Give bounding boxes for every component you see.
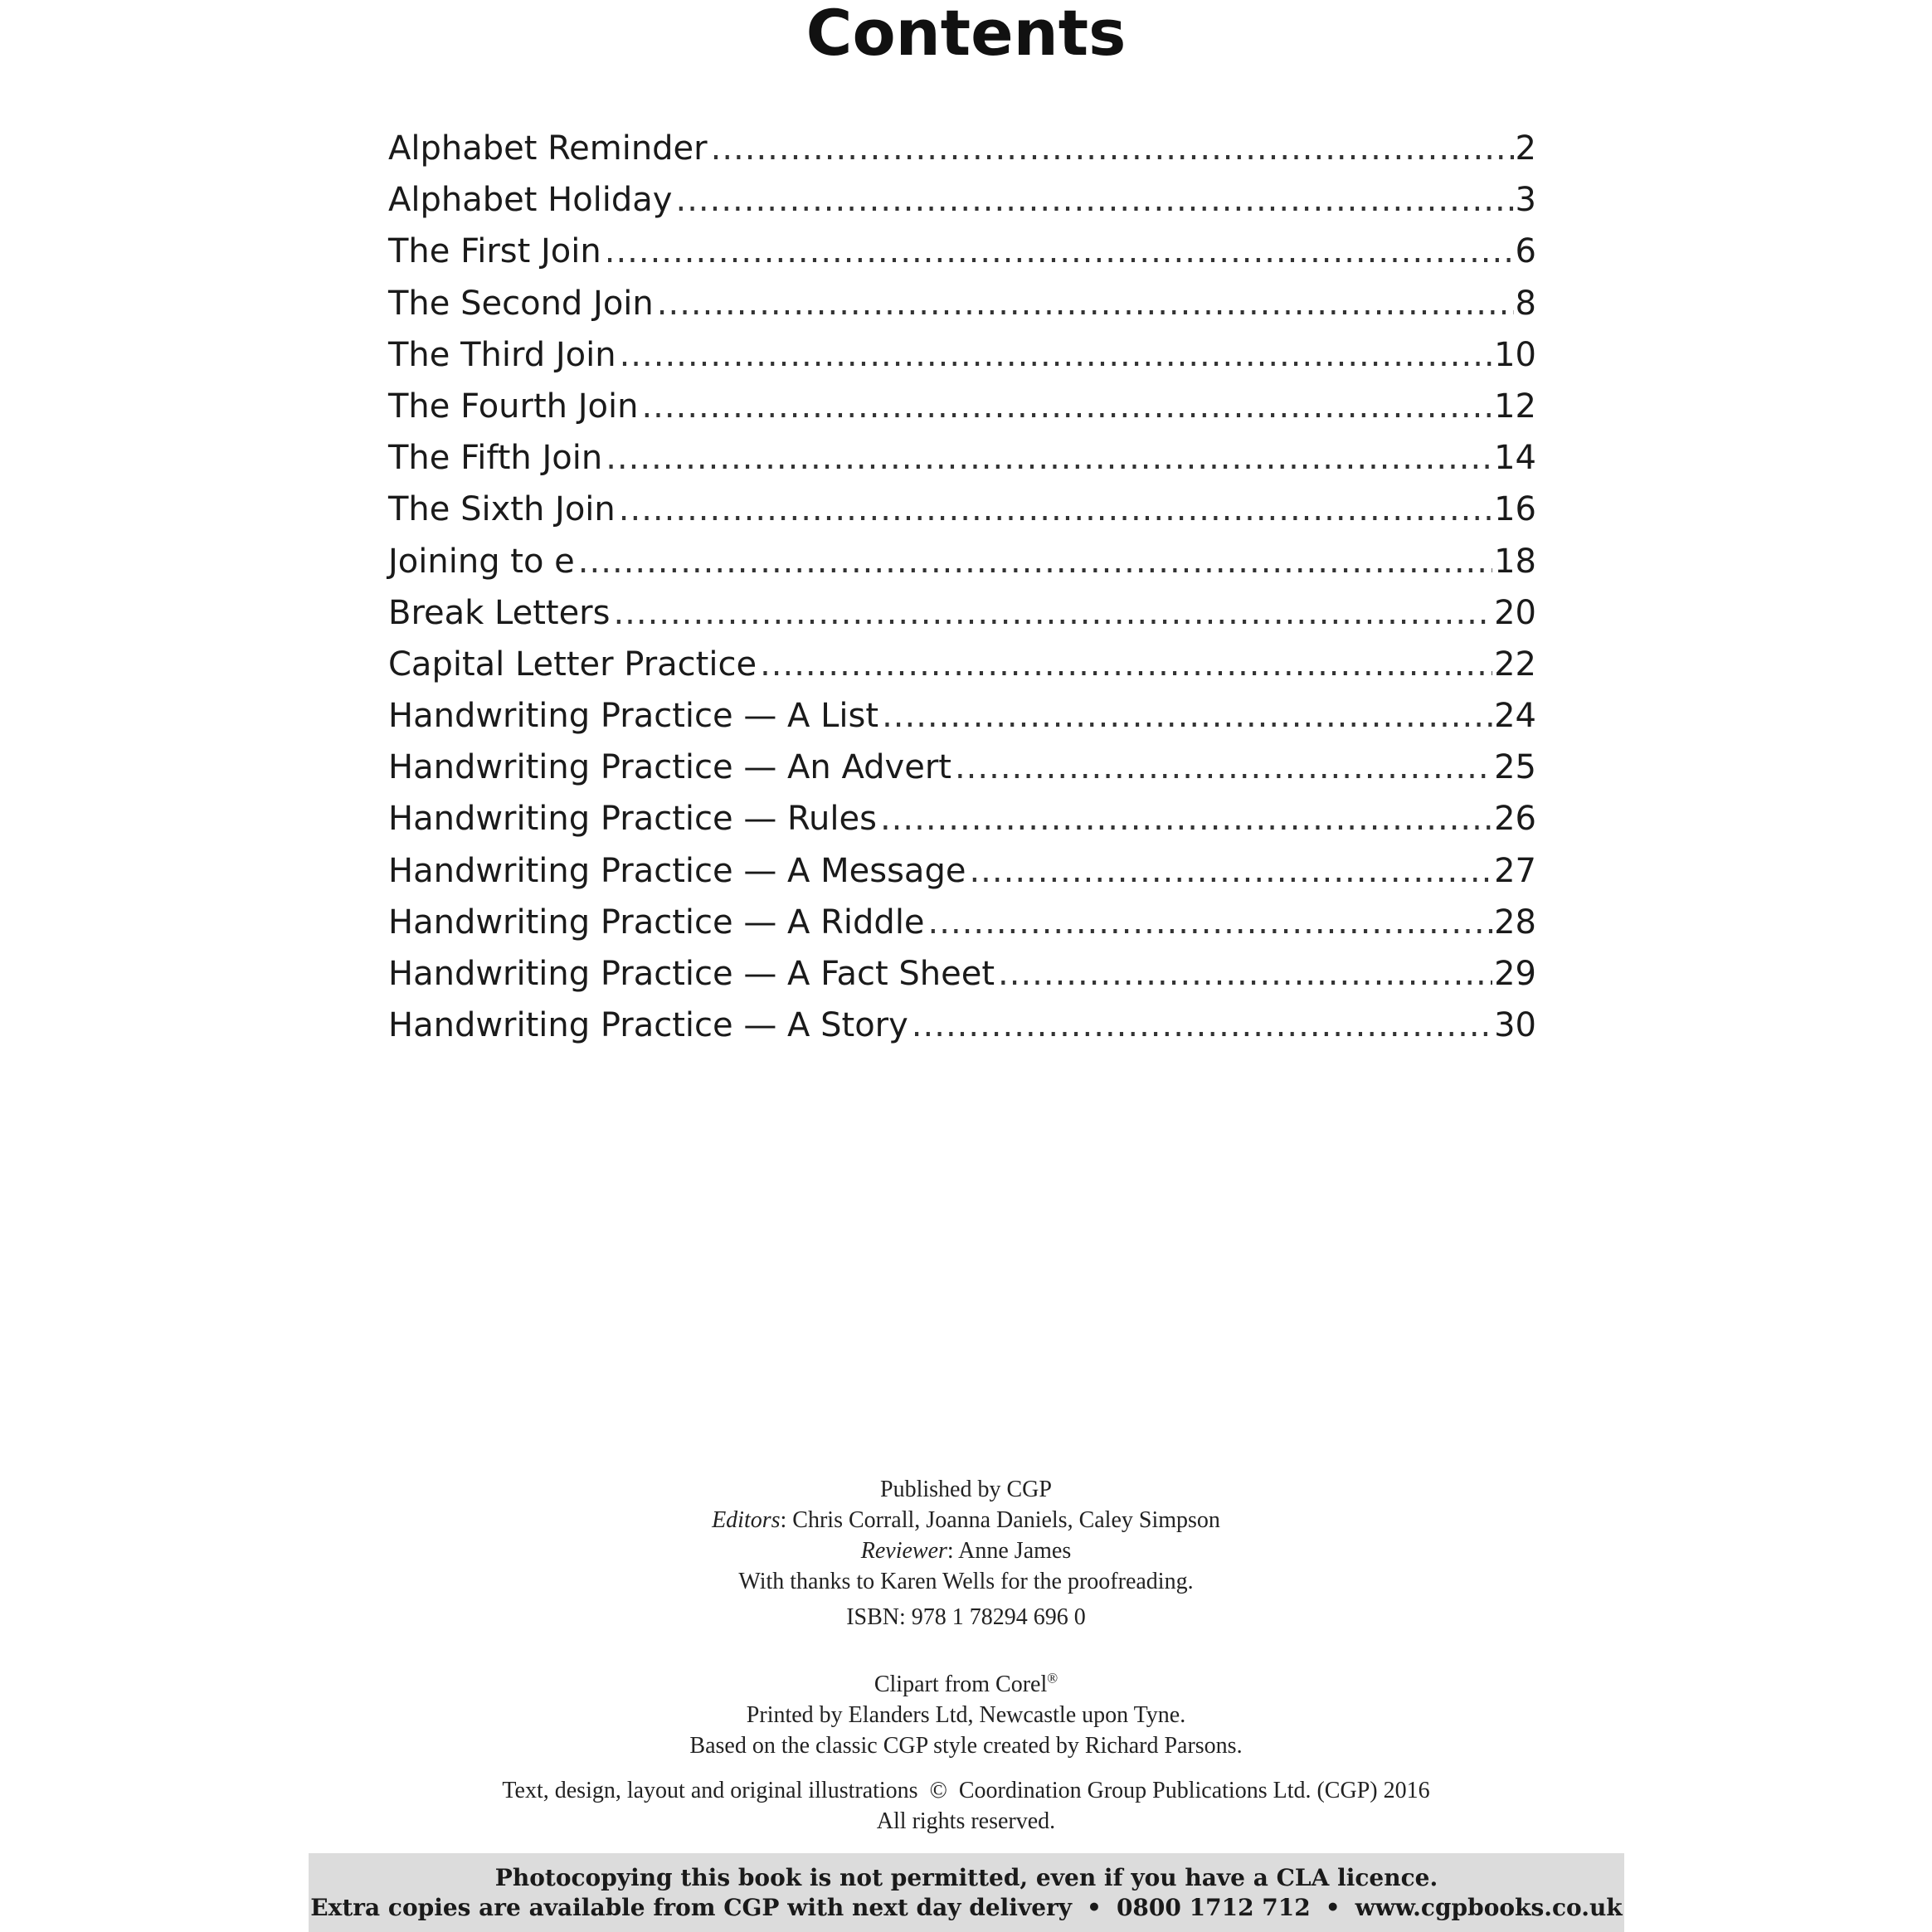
printed-by: Printed by Elanders Ltd, Newcastle upon Tyne. xyxy=(746,1702,1186,1728)
toc-entry xyxy=(388,897,1536,948)
toc-entry-title: The Third Join xyxy=(388,335,616,374)
dot-leader xyxy=(675,174,1513,226)
website-link[interactable]: www.cgpbooks.co.uk xyxy=(1355,1894,1623,1921)
contents-list xyxy=(388,123,1536,1051)
rights-line: All rights reserved. xyxy=(876,1808,1056,1834)
toc-entry xyxy=(388,536,1536,587)
toc-entry xyxy=(388,174,1536,226)
toc-entry-title: Alphabet Reminder xyxy=(388,129,708,168)
clipart-line xyxy=(0,1669,1932,1700)
toc-entry xyxy=(388,1000,1536,1051)
toc-entry xyxy=(388,845,1536,897)
toc-entry-title: Capital Letter Practice xyxy=(388,645,757,684)
dot-leader xyxy=(711,123,1514,174)
dot-leader xyxy=(969,845,1492,897)
reviewer-name: : Anne James xyxy=(947,1538,1072,1564)
toc-entry xyxy=(388,226,1536,277)
editors-label: Editors xyxy=(712,1507,781,1533)
toc-entry-title: The Sixth Join xyxy=(388,490,616,529)
proofreading-thanks: With thanks to Karen Wells for the proofreading. xyxy=(738,1569,1194,1594)
dot-leader xyxy=(605,226,1514,277)
toc-entry-title: Handwriting Practice — A List xyxy=(388,697,879,736)
toc-entry-page: 27 xyxy=(1494,851,1536,890)
clipart-credit: Clipart from Corel xyxy=(874,1672,1048,1697)
toc-entry-title: Handwriting Practice — Rules xyxy=(388,800,877,839)
toc-entry-page: 12 xyxy=(1494,387,1536,426)
dot-leader xyxy=(882,690,1492,742)
published-by: Published by CGP xyxy=(880,1477,1052,1502)
toc-entry-title: Handwriting Practice — A Riddle xyxy=(388,903,925,942)
toc-entry xyxy=(388,690,1536,742)
dot-leader xyxy=(641,381,1492,432)
toc-entry-page: 28 xyxy=(1494,903,1536,942)
ordering-info xyxy=(309,1893,1624,1923)
toc-entry xyxy=(388,278,1536,329)
copyright-notice xyxy=(0,1775,1932,1837)
toc-entry-title: The Second Join xyxy=(388,284,654,323)
toc-entry-page: 18 xyxy=(1494,542,1536,581)
dot-leader xyxy=(880,793,1492,844)
toc-entry xyxy=(388,484,1536,535)
toc-entry-title: Handwriting Practice — A Story xyxy=(388,1006,908,1045)
dot-leader xyxy=(928,897,1493,948)
toc-entry-title: Handwriting Practice — A Message xyxy=(388,851,966,890)
bullet-separator: • xyxy=(1087,1894,1102,1921)
toc-entry-title: The Fourth Join xyxy=(388,387,639,426)
toc-entry-title: Handwriting Practice — An Advert xyxy=(388,748,951,787)
dot-leader xyxy=(657,278,1514,329)
editors-names: : Chris Corrall, Joanna Daniels, Caley Simpson xyxy=(780,1507,1220,1533)
dot-leader xyxy=(619,484,1492,535)
toc-entry xyxy=(388,432,1536,484)
reviewer-label: Reviewer xyxy=(860,1538,947,1564)
toc-entry xyxy=(388,742,1536,793)
style-note: Based on the classic CGP style created by Richard Parsons. xyxy=(689,1733,1243,1759)
editors-line xyxy=(0,1505,1932,1535)
toc-entry-page: 24 xyxy=(1494,697,1536,736)
toc-entry-title: Break Letters xyxy=(388,593,611,632)
toc-entry-page: 10 xyxy=(1494,335,1536,374)
page-title: Contents xyxy=(805,0,1127,70)
dot-leader xyxy=(998,948,1492,1000)
toc-entry-page: 22 xyxy=(1494,645,1536,684)
toc-entry-title: The Fifth Join xyxy=(388,439,603,478)
publisher-credits xyxy=(0,1474,1932,1597)
reviewer-line xyxy=(0,1535,1932,1566)
toc-entry-title: The First Join xyxy=(388,232,601,271)
toc-entry-page: 30 xyxy=(1494,1006,1536,1045)
dot-leader xyxy=(578,536,1492,587)
dot-leader xyxy=(613,587,1492,639)
toc-entry-page: 29 xyxy=(1494,955,1536,993)
toc-entry-page: 6 xyxy=(1515,232,1536,271)
dot-leader xyxy=(606,432,1492,484)
toc-entry-page: 20 xyxy=(1494,593,1536,632)
toc-entry-page: 8 xyxy=(1515,284,1536,323)
dot-leader xyxy=(955,742,1492,793)
toc-entry xyxy=(388,793,1536,844)
toc-entry-page: 16 xyxy=(1494,490,1536,529)
phone-number: 0800 1712 712 xyxy=(1116,1894,1311,1921)
dot-leader xyxy=(912,1000,1492,1051)
isbn: ISBN: 978 1 78294 696 0 xyxy=(846,1604,1086,1630)
toc-entry xyxy=(388,587,1536,639)
toc-entry-title: Handwriting Practice — A Fact Sheet xyxy=(388,955,995,993)
toc-entry-page: 26 xyxy=(1494,800,1536,839)
toc-entry xyxy=(388,948,1536,1000)
toc-entry-title: Alphabet Holiday xyxy=(388,181,673,220)
toc-entry-title: Joining to e xyxy=(388,542,575,581)
bullet-separator: • xyxy=(1325,1894,1341,1921)
copyright-line: Text, design, layout and original illustrations © Coordination Group Publications Ltd. (CGP) 2016 xyxy=(502,1778,1430,1803)
production-credits xyxy=(0,1669,1932,1761)
photocopy-notice-bar xyxy=(309,1853,1624,1932)
toc-entry-page: 14 xyxy=(1494,439,1536,478)
registered-mark: ® xyxy=(1047,1670,1058,1686)
photocopy-warning: Photocopying this book is not permitted, even if you have a CLA licence. xyxy=(494,1864,1438,1891)
dot-leader xyxy=(760,639,1492,690)
toc-entry xyxy=(388,329,1536,381)
delivery-text: Extra copies are available from CGP with next day delivery xyxy=(310,1894,1073,1921)
toc-entry xyxy=(388,123,1536,174)
toc-entry-page: 25 xyxy=(1494,748,1536,787)
dot-leader xyxy=(620,329,1493,381)
toc-entry xyxy=(388,639,1536,690)
toc-entry xyxy=(388,381,1536,432)
toc-entry-page: 3 xyxy=(1515,181,1536,220)
toc-entry-page: 2 xyxy=(1515,129,1536,168)
